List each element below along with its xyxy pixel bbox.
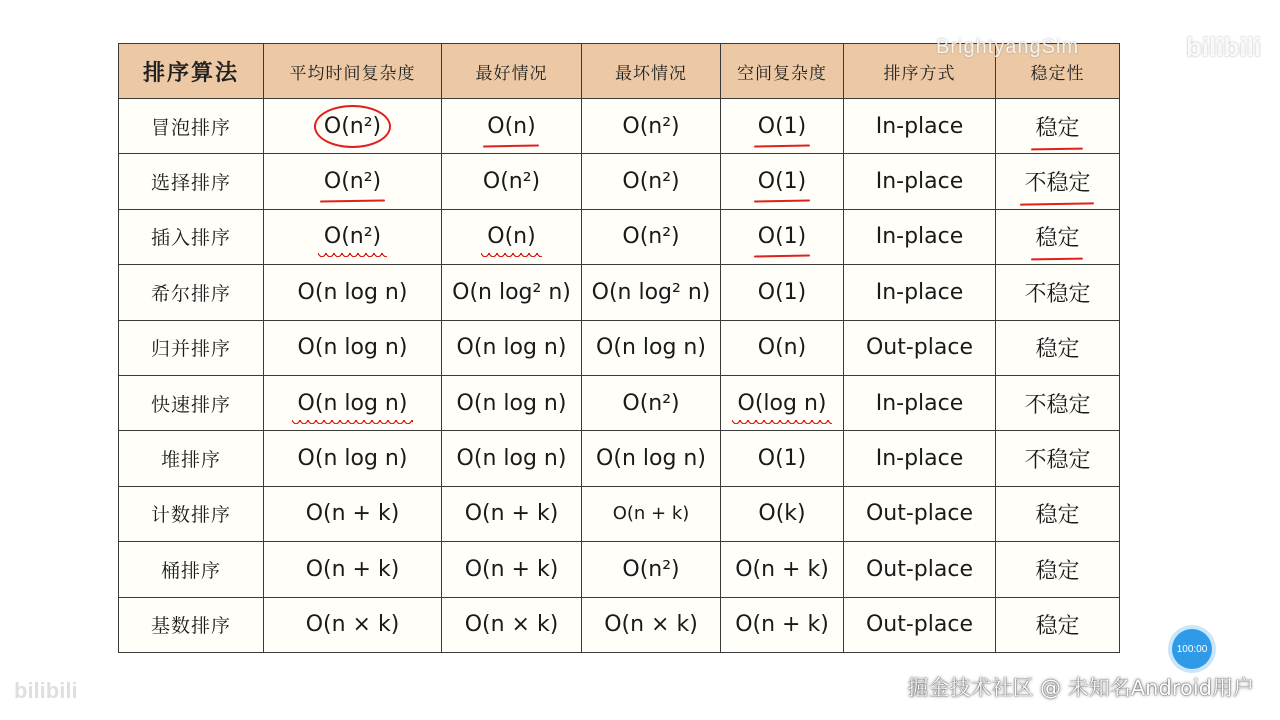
cell-text: Out-place: [865, 612, 973, 638]
cell-text: O(1): [757, 446, 807, 472]
cell-space: [721, 320, 844, 375]
table-row: [119, 320, 1120, 375]
cell-text: In-place: [875, 113, 964, 139]
cell-space: [721, 542, 844, 597]
cell-stability: [996, 431, 1120, 486]
cell-average-time: [264, 375, 442, 430]
cell-text: O(n²): [622, 224, 680, 250]
author-credit: 掘金技术社区 @ 未知名Android用户: [907, 676, 1254, 700]
cell-text: 稳定: [1035, 614, 1080, 640]
cell-average-time: [264, 597, 442, 652]
cell-stability: [996, 99, 1120, 154]
cell-best-case: [442, 431, 582, 486]
cell-worst-case: [582, 597, 721, 652]
cell-best-case: [442, 375, 582, 430]
sorting-complexity-table: [118, 43, 1120, 653]
cell-text: Out-place: [865, 501, 973, 527]
cell-text: O(n²): [323, 224, 382, 250]
cell-text: In-place: [875, 446, 964, 472]
cell-text: O(n + k): [612, 503, 690, 525]
table-row: [119, 99, 1120, 154]
cell-text: O(n × k): [604, 612, 698, 638]
cell-worst-case: [582, 486, 721, 541]
cell-space: [721, 375, 844, 430]
cell-text: 不稳定: [1024, 392, 1091, 418]
cell-worst-case: [582, 375, 721, 430]
cell-space: [721, 431, 844, 486]
cell-average-time: [264, 209, 442, 264]
header-space: 空间复杂度: [721, 44, 844, 99]
cell-text: 冒泡排序: [150, 116, 231, 139]
cell-worst-case: [582, 265, 721, 320]
cell-text: O(n log² n): [452, 279, 571, 305]
cell-text: O(n log n): [297, 279, 408, 305]
cell-average-time: [264, 265, 442, 320]
cell-text: O(n log n): [456, 446, 567, 472]
cell-method: [844, 486, 996, 541]
cell-algorithm: [119, 431, 264, 486]
table-row: [119, 431, 1120, 486]
cell-text: O(n log n): [596, 446, 706, 472]
cell-text: O(n log n): [456, 390, 567, 416]
cell-text: 归并排序: [150, 338, 231, 361]
cell-method: [844, 99, 996, 154]
cell-method: [844, 542, 996, 597]
cell-text: 插入排序: [150, 227, 231, 250]
cell-algorithm: [119, 320, 264, 375]
cell-average-time: [264, 431, 442, 486]
cell-method: [844, 320, 996, 375]
cell-text: O(n log n): [596, 335, 706, 361]
cell-best-case: [442, 265, 582, 320]
cell-text: O(n log n): [297, 446, 408, 472]
cell-average-time: [264, 486, 442, 541]
cell-text: 稳定: [1035, 558, 1080, 584]
table-row: [119, 597, 1120, 652]
cell-text: O(n log n): [456, 335, 567, 361]
cell-space: [721, 154, 844, 209]
cell-average-time: [264, 542, 442, 597]
cell-text: 稳定: [1035, 503, 1080, 529]
cell-algorithm: [119, 154, 264, 209]
cell-method: [844, 431, 996, 486]
cell-text: In-place: [875, 279, 964, 305]
cell-stability: [996, 320, 1120, 375]
cell-text: O(1): [757, 279, 807, 305]
cell-best-case: [442, 209, 582, 264]
cell-text: O(n): [757, 335, 807, 361]
cell-text: O(n): [487, 113, 536, 139]
cell-text: O(1): [757, 113, 807, 139]
table-row: [119, 209, 1120, 264]
cell-text: 堆排序: [160, 449, 221, 472]
table-row: [119, 375, 1120, 430]
cell-best-case: [442, 486, 582, 541]
cell-text: 桶排序: [160, 559, 221, 582]
cell-stability: [996, 597, 1120, 652]
cell-text: 快速排序: [150, 393, 231, 416]
cell-text: O(n log n): [297, 390, 408, 416]
cell-stability: [996, 486, 1120, 541]
cell-best-case: [442, 542, 582, 597]
cell-method: [844, 209, 996, 264]
cell-worst-case: [582, 154, 721, 209]
cell-method: [844, 154, 996, 209]
cell-space: [721, 99, 844, 154]
cell-text: O(n × k): [464, 612, 559, 638]
cell-method: [844, 375, 996, 430]
cell-average-time: [264, 154, 442, 209]
cell-worst-case: [582, 542, 721, 597]
cell-method: [844, 597, 996, 652]
cell-text: 不稳定: [1024, 448, 1091, 474]
cell-text: In-place: [875, 224, 964, 250]
cell-algorithm: [119, 597, 264, 652]
cell-text: O(1): [757, 169, 807, 195]
cell-text: O(n²): [622, 113, 680, 139]
cell-algorithm: [119, 542, 264, 597]
table-row: [119, 542, 1120, 597]
cell-algorithm: [119, 375, 264, 430]
cell-text: In-place: [875, 390, 964, 416]
cell-stability: [996, 209, 1120, 264]
header-best-case: 最好情况: [442, 44, 582, 99]
cell-worst-case: [582, 320, 721, 375]
cell-space: [721, 209, 844, 264]
cell-text: 希尔排序: [150, 282, 231, 305]
cell-space: [721, 265, 844, 320]
bilibili-logo-bottom: bilibili: [14, 678, 78, 703]
cell-text: O(log n): [737, 390, 827, 416]
cell-algorithm: [119, 209, 264, 264]
cell-best-case: [442, 99, 582, 154]
cell-best-case: [442, 597, 582, 652]
cell-text: O(n): [487, 224, 536, 250]
cell-best-case: [442, 320, 582, 375]
cell-stability: [996, 265, 1120, 320]
cell-text: 选择排序: [150, 172, 231, 195]
cell-text: 稳定: [1035, 337, 1080, 363]
cell-text: O(n + k): [464, 556, 559, 582]
cell-text: Out-place: [865, 335, 973, 361]
cell-text: O(n × k): [305, 612, 400, 638]
cell-text: 不稳定: [1024, 166, 1090, 197]
table-row: [119, 265, 1120, 320]
cell-stability: [996, 542, 1120, 597]
cell-text: O(n + k): [464, 501, 559, 527]
cell-average-time: [264, 320, 442, 375]
cell-algorithm: [119, 265, 264, 320]
cell-text: In-place: [875, 169, 964, 195]
cell-algorithm: [119, 99, 264, 154]
cell-text: O(n log n): [297, 335, 408, 361]
cell-text: 稳定: [1035, 111, 1079, 142]
table-row: [119, 486, 1120, 541]
cell-text: O(n + k): [305, 556, 400, 582]
cell-text: O(n²): [622, 169, 680, 195]
cell-worst-case: [582, 431, 721, 486]
cell-text: O(n + k): [735, 556, 829, 582]
cell-worst-case: [582, 99, 721, 154]
header-average-time: 平均时间复杂度: [264, 44, 442, 99]
cell-text: 稳定: [1035, 221, 1079, 252]
cell-stability: [996, 375, 1120, 430]
video-watermark: BrightyangSim: [936, 36, 1080, 58]
playback-timer-button[interactable]: 100:00: [1172, 629, 1212, 669]
cell-text: O(n²): [622, 390, 680, 416]
cell-best-case: [442, 154, 582, 209]
cell-text: O(n + k): [735, 612, 829, 638]
cell-average-time: [264, 99, 442, 154]
cell-stability: [996, 154, 1120, 209]
table-row: [119, 154, 1120, 209]
cell-algorithm: [119, 486, 264, 541]
cell-text: O(n²): [482, 169, 541, 195]
header-worst-case: 最坏情况: [582, 44, 721, 99]
cell-text: O(1): [757, 224, 807, 250]
cell-text: 不稳定: [1024, 281, 1091, 307]
cell-text: Out-place: [865, 556, 973, 582]
bilibili-logo-top: bilibili: [1186, 32, 1262, 62]
header-method: 排序方式: [844, 44, 996, 99]
cell-worst-case: [582, 209, 721, 264]
table-body: [119, 99, 1120, 653]
cell-text: 基数排序: [150, 615, 231, 638]
cell-text: O(n²): [323, 169, 382, 195]
cell-text: 计数排序: [150, 504, 231, 527]
annotation-circle: [314, 105, 391, 148]
cell-space: [721, 597, 844, 652]
header-stability: 稳定性: [996, 44, 1120, 99]
cell-text: O(k): [758, 501, 806, 527]
cell-text: O(n²): [622, 556, 680, 582]
cell-text: O(n log² n): [591, 279, 711, 305]
cell-text: O(n + k): [305, 501, 400, 527]
header-algorithm: 排序算法: [119, 44, 264, 99]
cell-method: [844, 265, 996, 320]
cell-space: [721, 486, 844, 541]
cell-text: O(n²): [324, 114, 381, 139]
